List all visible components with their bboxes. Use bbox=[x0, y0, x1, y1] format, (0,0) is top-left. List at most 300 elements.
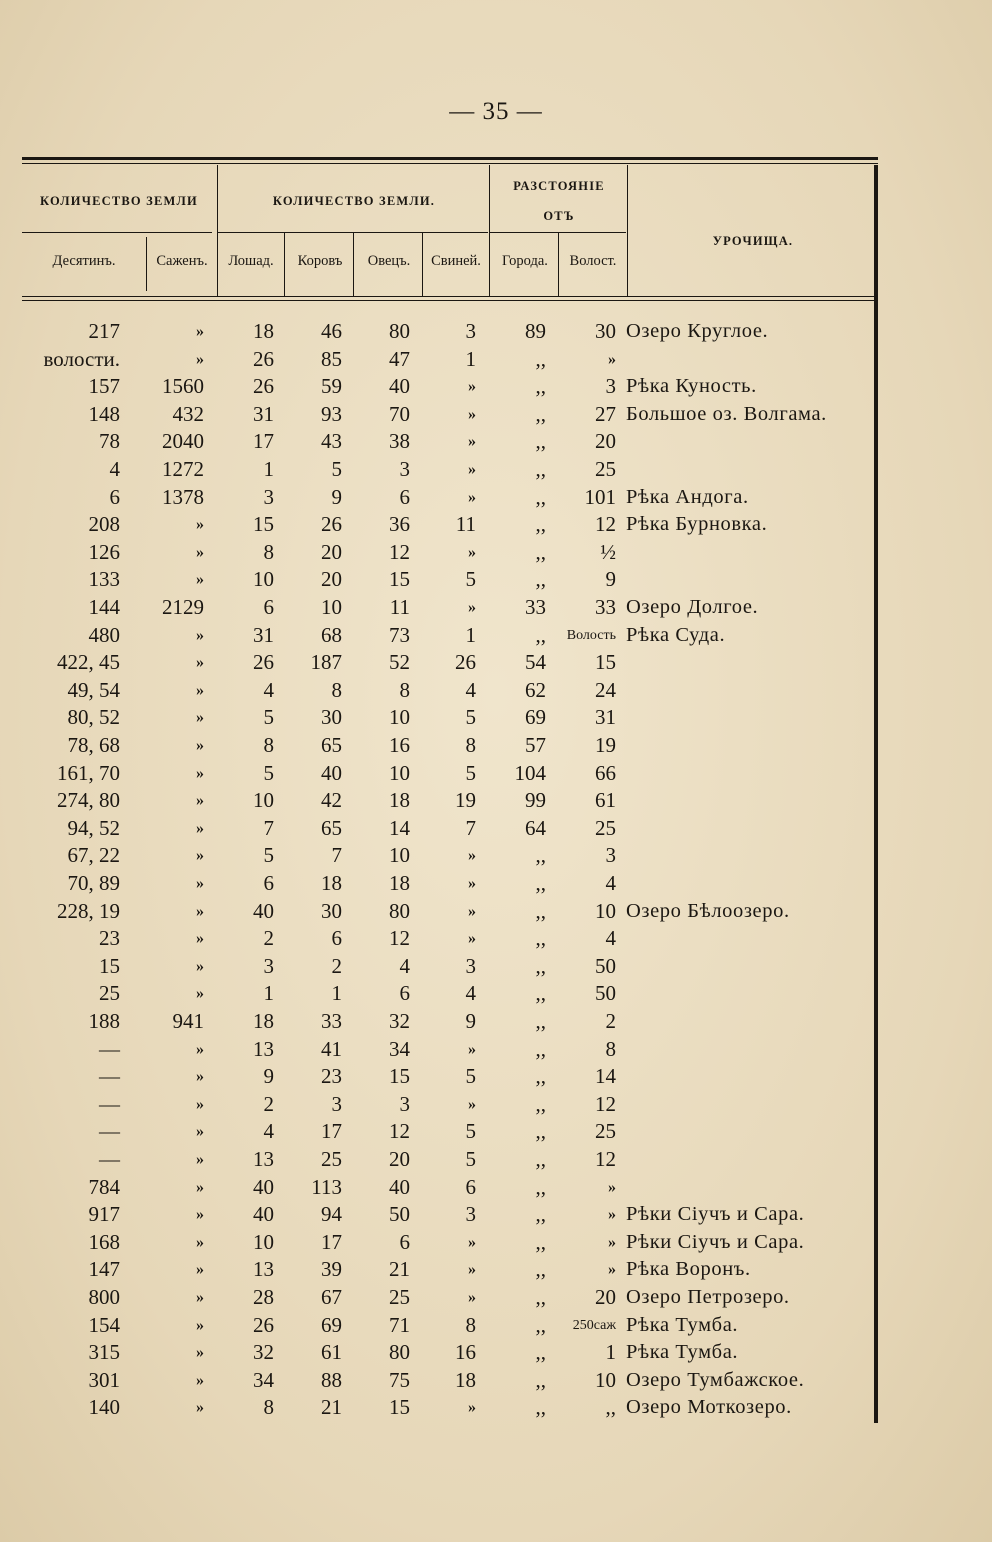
cell-los: 10 bbox=[253, 1229, 274, 1254]
cell-vol: » bbox=[608, 1178, 616, 1196]
cell-los: 4 bbox=[263, 1119, 274, 1144]
cell-svin: » bbox=[468, 847, 476, 865]
vline-after-sazhen bbox=[217, 165, 218, 297]
table-row bbox=[0, 1394, 880, 1422]
table-row bbox=[0, 953, 880, 981]
cell-ovec: 10 bbox=[389, 760, 410, 785]
cell-ovec: 10 bbox=[389, 843, 410, 868]
cell-los: 13 bbox=[253, 1036, 274, 1061]
cell-los: 18 bbox=[253, 1009, 274, 1033]
vline-after-sviney bbox=[489, 165, 490, 297]
cell-los: 2 bbox=[263, 926, 274, 951]
cell-ovec: 34 bbox=[389, 1036, 410, 1061]
cell-los: 8 bbox=[263, 539, 274, 564]
cell-los: 1 bbox=[263, 981, 274, 1006]
header-group-land: КОЛИЧЕСТВО ЗЕМЛИ bbox=[40, 194, 198, 208]
cell-ovec: 75 bbox=[389, 1367, 410, 1392]
cell-vol: 1 bbox=[605, 1340, 616, 1365]
table-row bbox=[0, 539, 880, 567]
cell-ovec: 47 bbox=[389, 346, 410, 371]
cell-vol: 10 bbox=[595, 898, 616, 923]
cell-des: 67, 22 bbox=[67, 843, 120, 868]
cell-des: — bbox=[99, 1064, 120, 1089]
cell-vol: 14 bbox=[595, 1064, 616, 1089]
table-row bbox=[0, 732, 880, 760]
cell-kor: 9 bbox=[331, 484, 342, 509]
header-bottom-rule bbox=[22, 296, 878, 297]
cell-svin: 9 bbox=[465, 1009, 476, 1033]
cell-gor: 62 bbox=[525, 677, 546, 702]
cell-ovec: 20 bbox=[389, 1147, 410, 1171]
cell-des: 78, 68 bbox=[67, 733, 120, 757]
cell-gor: ,, bbox=[535, 1312, 546, 1337]
cell-ovec: 12 bbox=[389, 539, 410, 564]
cell-svin: » bbox=[468, 902, 476, 920]
cell-des: 23 bbox=[99, 926, 120, 951]
table-row bbox=[0, 760, 880, 788]
cell-kor: 43 bbox=[321, 429, 342, 454]
cell-svin: 4 bbox=[465, 677, 476, 702]
cell-ovec: 15 bbox=[389, 1064, 410, 1089]
cell-vol: 24 bbox=[595, 677, 616, 702]
table-row bbox=[0, 566, 880, 594]
cell-saz: » bbox=[196, 516, 204, 534]
cell-des: 301 bbox=[88, 1367, 120, 1392]
cell-los: 13 bbox=[253, 1257, 274, 1282]
cell-svin: 5 bbox=[465, 1064, 476, 1089]
cell-los: 4 bbox=[263, 677, 274, 702]
cell-gor: ,, bbox=[535, 871, 546, 895]
cell-des: — bbox=[99, 1147, 120, 1171]
cell-gor: ,, bbox=[535, 898, 546, 923]
cell-svin: 11 bbox=[455, 512, 476, 537]
cell-kor: 42 bbox=[321, 788, 342, 813]
cell-kor: 94 bbox=[321, 1202, 342, 1227]
cell-los: 3 bbox=[263, 953, 274, 978]
cell-saz: 432 bbox=[172, 401, 204, 426]
cell-svin: » bbox=[468, 488, 476, 506]
cell-ovec: 70 bbox=[389, 401, 410, 426]
cell-svin: 5 bbox=[465, 1147, 476, 1171]
cell-vol: ,, bbox=[605, 1395, 616, 1420]
col-ovec: Овецъ. bbox=[367, 253, 411, 269]
cell-ovec: 32 bbox=[389, 1009, 410, 1033]
cell-saz: » bbox=[196, 902, 204, 920]
cell-gor: ,, bbox=[535, 1147, 546, 1171]
header-distance-from: ОТЪ bbox=[543, 209, 575, 223]
cell-svin: » bbox=[468, 1399, 476, 1417]
cell-los: 28 bbox=[253, 1285, 274, 1309]
table-row bbox=[0, 1008, 880, 1036]
cell-des: 274, 80 bbox=[57, 788, 120, 813]
cell-kor: 187 bbox=[310, 650, 342, 675]
cell-svin: 26 bbox=[455, 650, 476, 675]
table-row bbox=[0, 1312, 880, 1340]
cell-saz: » bbox=[196, 626, 204, 644]
cell-gor: ,, bbox=[535, 622, 546, 647]
cell-vol: 25 bbox=[595, 815, 616, 840]
cell-los: 5 bbox=[263, 843, 274, 868]
cell-vol: 12 bbox=[595, 1147, 616, 1171]
cell-svin: 5 bbox=[465, 567, 476, 592]
cell-vol: 4 bbox=[605, 871, 616, 895]
cell-vol: 33 bbox=[595, 595, 616, 619]
cell-los: 18 bbox=[253, 319, 274, 343]
cell-ovec: 18 bbox=[389, 788, 410, 813]
cell-vol: 19 bbox=[595, 733, 616, 757]
cell-des: 168 bbox=[88, 1229, 120, 1254]
cell-des: 784 bbox=[88, 1174, 120, 1199]
cell-svin: 5 bbox=[465, 1119, 476, 1144]
cell-gor: ,, bbox=[535, 1091, 546, 1116]
cell-ovec: 80 bbox=[389, 319, 410, 343]
cell-uro: Рѣки Сіучъ и Сара. bbox=[626, 1203, 805, 1226]
cell-des: 917 bbox=[88, 1202, 120, 1227]
top-rule bbox=[22, 157, 878, 160]
cell-vol: 31 bbox=[595, 705, 616, 730]
cell-svin: » bbox=[468, 599, 476, 616]
cell-los: 34 bbox=[253, 1367, 274, 1392]
cell-saz: » bbox=[196, 350, 204, 368]
cell-uro: Рѣка Бурновка. bbox=[626, 513, 768, 536]
cell-svin: 5 bbox=[465, 760, 476, 785]
cell-vol: 50 bbox=[595, 981, 616, 1006]
cell-ovec: 80 bbox=[389, 898, 410, 923]
cell-vol: 8 bbox=[605, 1036, 616, 1061]
header-group-land-2: КОЛИЧЕСТВО ЗЕМЛИ. bbox=[272, 194, 436, 208]
cell-uro: Озеро Круглое. bbox=[626, 320, 769, 342]
cell-des: 161, 70 bbox=[57, 760, 120, 785]
cell-gor: ,, bbox=[535, 926, 546, 951]
vline-after-desyatin bbox=[146, 237, 147, 291]
table-row bbox=[0, 1118, 880, 1146]
cell-vol: 61 bbox=[595, 788, 616, 813]
table-row bbox=[0, 484, 880, 512]
cell-gor: 57 bbox=[525, 733, 546, 757]
cell-kor: 26 bbox=[321, 512, 342, 537]
cell-kor: 5 bbox=[331, 457, 342, 481]
cell-los: 32 bbox=[253, 1340, 274, 1365]
table-row bbox=[0, 1036, 880, 1064]
cell-los: 26 bbox=[253, 650, 274, 675]
cell-gor: ,, bbox=[535, 374, 546, 399]
cell-svin: 1 bbox=[465, 622, 476, 647]
cell-ovec: 12 bbox=[389, 1119, 410, 1144]
cell-saz: » bbox=[196, 709, 204, 727]
cell-uro: Большое оз. Волгама. bbox=[626, 402, 827, 425]
vline-after-volost bbox=[627, 165, 628, 297]
cell-los: 40 bbox=[253, 898, 274, 923]
cell-los: 17 bbox=[253, 429, 274, 454]
col-sviney: Свиней. bbox=[431, 253, 481, 269]
cell-svin: 19 bbox=[455, 788, 476, 813]
cell-des: 188 bbox=[88, 1009, 120, 1033]
cell-gor: ,, bbox=[535, 1036, 546, 1061]
cell-ovec: 11 bbox=[389, 595, 410, 619]
cell-svin: 8 bbox=[465, 1312, 476, 1337]
cell-des: 147 bbox=[88, 1257, 120, 1282]
cell-uro: Озеро Петрозеро. bbox=[626, 1286, 790, 1308]
cell-svin: » bbox=[468, 1233, 476, 1251]
cell-los: 1 bbox=[263, 457, 274, 481]
table-row bbox=[0, 1091, 880, 1119]
cell-gor: 99 bbox=[525, 788, 546, 813]
cell-ovec: 15 bbox=[389, 1395, 410, 1420]
cell-svin: » bbox=[468, 930, 476, 948]
cell-svin: 3 bbox=[465, 319, 476, 343]
cell-ovec: 40 bbox=[389, 1174, 410, 1199]
cell-ovec: 36 bbox=[389, 512, 410, 537]
cell-kor: 65 bbox=[321, 815, 342, 840]
cell-svin: 3 bbox=[465, 953, 476, 978]
cell-uro: Озеро Тумбажское. bbox=[626, 1368, 805, 1391]
cell-saz: » bbox=[196, 792, 204, 810]
cell-gor: ,, bbox=[535, 1367, 546, 1392]
cell-kor: 61 bbox=[321, 1340, 342, 1365]
cell-gor: ,, bbox=[535, 1119, 546, 1144]
cell-svin: » bbox=[468, 1261, 476, 1279]
table-row bbox=[0, 898, 880, 926]
cell-des: — bbox=[99, 1091, 120, 1116]
table-row bbox=[0, 677, 880, 705]
cell-des: 315 bbox=[88, 1340, 120, 1365]
cell-gor: ,, bbox=[535, 843, 546, 868]
cell-ovec: 8 bbox=[399, 677, 410, 702]
cell-gor: 33 bbox=[525, 595, 546, 619]
cell-saz: » bbox=[196, 654, 204, 672]
cell-los: 26 bbox=[253, 374, 274, 399]
cell-los: 6 bbox=[263, 871, 274, 895]
cell-saz: » bbox=[196, 1371, 204, 1389]
header-urochishcha: УРОЧИЩА. bbox=[712, 234, 794, 248]
cell-los: 40 bbox=[253, 1202, 274, 1227]
table-row bbox=[0, 704, 880, 732]
cell-kor: 7 bbox=[331, 843, 342, 868]
cell-gor: ,, bbox=[535, 981, 546, 1006]
cell-saz: » bbox=[196, 1316, 204, 1334]
cell-vol: 3 bbox=[605, 374, 616, 399]
table-row bbox=[0, 428, 880, 456]
page-number: — 35 — bbox=[449, 98, 543, 125]
cell-vol: 250саж bbox=[572, 1317, 616, 1333]
cell-kor: 93 bbox=[321, 401, 342, 426]
cell-saz: » bbox=[196, 1344, 204, 1362]
cell-los: 10 bbox=[253, 788, 274, 813]
cell-ovec: 71 bbox=[389, 1312, 410, 1337]
cell-vol: 20 bbox=[595, 1285, 616, 1309]
cell-saz: » bbox=[196, 1068, 204, 1086]
cell-svin: » bbox=[468, 378, 476, 396]
cell-saz: » bbox=[196, 1040, 204, 1058]
cell-vol: 25 bbox=[595, 457, 616, 481]
table-row bbox=[0, 456, 880, 484]
cell-gor: ,, bbox=[535, 953, 546, 978]
cell-saz: » bbox=[196, 1289, 204, 1306]
cell-los: 8 bbox=[263, 1395, 274, 1420]
cell-vol: 25 bbox=[595, 1119, 616, 1144]
cell-svin: » bbox=[468, 1095, 476, 1113]
cell-kor: 17 bbox=[321, 1119, 342, 1144]
cell-los: 6 bbox=[263, 595, 274, 619]
cell-kor: 85 bbox=[321, 346, 342, 371]
table-row bbox=[0, 318, 880, 346]
cell-los: 5 bbox=[263, 760, 274, 785]
cell-los: 3 bbox=[263, 484, 274, 509]
cell-svin: 6 bbox=[465, 1174, 476, 1199]
table-row bbox=[0, 1174, 880, 1202]
cell-saz: » bbox=[196, 1233, 204, 1251]
cell-gor: ,, bbox=[535, 346, 546, 371]
cell-kor: 68 bbox=[321, 622, 342, 647]
cell-des: 25 bbox=[99, 981, 120, 1006]
table-row bbox=[0, 787, 880, 815]
cell-saz: 1378 bbox=[162, 484, 204, 509]
cell-los: 8 bbox=[263, 733, 274, 757]
cell-saz: » bbox=[196, 571, 204, 589]
cell-svin: 7 bbox=[465, 815, 476, 840]
table-row bbox=[0, 1146, 880, 1174]
header-subrule-1 bbox=[22, 232, 212, 233]
cell-vol: 10 bbox=[595, 1367, 616, 1392]
cell-gor: ,, bbox=[535, 512, 546, 537]
cell-kor: 46 bbox=[321, 319, 342, 343]
table-row bbox=[0, 925, 880, 953]
cell-kor: 20 bbox=[321, 567, 342, 592]
cell-saz: » bbox=[196, 1123, 204, 1141]
cell-gor: ,, bbox=[535, 1340, 546, 1365]
cell-gor: 69 bbox=[525, 705, 546, 730]
cell-saz: » bbox=[196, 847, 204, 865]
cell-kor: 1 bbox=[331, 981, 342, 1006]
cell-uro: Рѣка Куность. bbox=[626, 375, 757, 398]
cell-svin: » bbox=[468, 433, 476, 451]
cell-svin: » bbox=[468, 405, 476, 423]
cell-svin: » bbox=[468, 1289, 476, 1306]
cell-saz: 1272 bbox=[162, 457, 204, 481]
vline-after-loshad bbox=[284, 233, 285, 297]
cell-saz: » bbox=[196, 323, 204, 340]
cell-svin: 1 bbox=[465, 346, 476, 371]
cell-kor: 113 bbox=[311, 1174, 342, 1199]
cell-gor: ,, bbox=[535, 1395, 546, 1420]
cell-des: 157 bbox=[88, 374, 120, 399]
cell-des: 49, 54 bbox=[67, 677, 120, 702]
cell-vol: Волость bbox=[566, 627, 616, 643]
cell-kor: 67 bbox=[321, 1285, 342, 1309]
cell-des: 422, 45 bbox=[57, 650, 120, 675]
cell-des: 15 bbox=[99, 953, 120, 978]
cell-des: 800 bbox=[88, 1285, 120, 1309]
cell-los: 13 bbox=[253, 1147, 274, 1171]
cell-gor: ,, bbox=[535, 1174, 546, 1199]
header-distance: РАЗСТОЯНІЕ bbox=[513, 179, 605, 193]
cell-ovec: 3 bbox=[399, 457, 410, 481]
col-desyatin: Десятинъ. bbox=[52, 253, 116, 269]
cell-vol: » bbox=[608, 1261, 616, 1279]
cell-saz: » bbox=[196, 1399, 204, 1417]
cell-uro: Рѣка Андога. bbox=[626, 485, 749, 508]
cell-kor: 41 bbox=[321, 1036, 342, 1061]
cell-des: 480 bbox=[88, 622, 120, 647]
cell-saz: » bbox=[196, 985, 204, 1003]
cell-kor: 18 bbox=[321, 871, 342, 895]
cell-saz: 1560 bbox=[162, 374, 204, 399]
cell-gor: 64 bbox=[525, 815, 546, 840]
cell-ovec: 15 bbox=[389, 567, 410, 592]
cell-vol: » bbox=[608, 350, 616, 368]
cell-ovec: 12 bbox=[389, 926, 410, 951]
table-row bbox=[0, 1256, 880, 1284]
col-volost: Волост. bbox=[569, 253, 617, 269]
cell-kor: 59 bbox=[321, 374, 342, 399]
cell-ovec: 38 bbox=[389, 429, 410, 454]
cell-ovec: 73 bbox=[389, 622, 410, 647]
cell-uro: Рѣка Тумба. bbox=[626, 1341, 739, 1364]
table-row bbox=[0, 1367, 880, 1395]
table-row bbox=[0, 815, 880, 843]
cell-gor: ,, bbox=[535, 539, 546, 564]
col-sazhen: Саженъ. bbox=[156, 253, 208, 269]
cell-saz: » bbox=[196, 819, 204, 837]
cell-des: 140 bbox=[88, 1395, 120, 1420]
cell-kor: 88 bbox=[321, 1367, 342, 1392]
table-row bbox=[0, 346, 880, 374]
cell-saz: » bbox=[196, 1261, 204, 1279]
cell-saz: » bbox=[196, 543, 204, 561]
cell-vol: 15 bbox=[595, 650, 616, 675]
cell-des: волости. bbox=[43, 346, 120, 371]
cell-ovec: 21 bbox=[389, 1257, 410, 1282]
cell-uro: Рѣки Сіучъ и Сара. bbox=[626, 1230, 805, 1253]
table-row bbox=[0, 870, 880, 898]
cell-des: 144 bbox=[88, 595, 120, 619]
cell-svin: » bbox=[468, 875, 476, 892]
cell-svin: 8 bbox=[465, 733, 476, 757]
cell-saz: » bbox=[196, 930, 204, 948]
cell-vol: ½ bbox=[600, 539, 616, 564]
cell-des: 80, 52 bbox=[67, 705, 120, 730]
cell-kor: 6 bbox=[331, 926, 342, 951]
cell-gor: ,, bbox=[535, 457, 546, 481]
table-row bbox=[0, 842, 880, 870]
cell-uro: Озеро Долгое. bbox=[626, 596, 759, 618]
table-row bbox=[0, 1339, 880, 1367]
cell-ovec: 6 bbox=[399, 484, 410, 509]
cell-ovec: 50 bbox=[389, 1202, 410, 1227]
cell-saz: 2129 bbox=[162, 595, 204, 619]
cell-kor: 10 bbox=[321, 595, 342, 619]
table-row bbox=[0, 594, 880, 622]
cell-los: 26 bbox=[253, 1312, 274, 1337]
cell-kor: 40 bbox=[321, 760, 342, 785]
cell-ovec: 6 bbox=[399, 981, 410, 1006]
cell-saz: » bbox=[196, 681, 204, 699]
cell-vol: 3 bbox=[605, 843, 616, 868]
cell-ovec: 10 bbox=[389, 705, 410, 730]
cell-kor: 33 bbox=[321, 1009, 342, 1033]
cell-los: 31 bbox=[253, 622, 274, 647]
cell-los: 5 bbox=[263, 705, 274, 730]
table-row bbox=[0, 1201, 880, 1229]
cell-kor: 39 bbox=[321, 1257, 342, 1282]
cell-uro: Озеро Бѣлоозеро. bbox=[626, 899, 790, 922]
cell-vol: 9 bbox=[605, 567, 616, 592]
cell-gor: 54 bbox=[525, 650, 546, 675]
cell-kor: 3 bbox=[331, 1091, 342, 1116]
cell-des: 217 bbox=[88, 319, 120, 343]
cell-ovec: 18 bbox=[389, 871, 410, 895]
cell-los: 2 bbox=[263, 1091, 274, 1116]
